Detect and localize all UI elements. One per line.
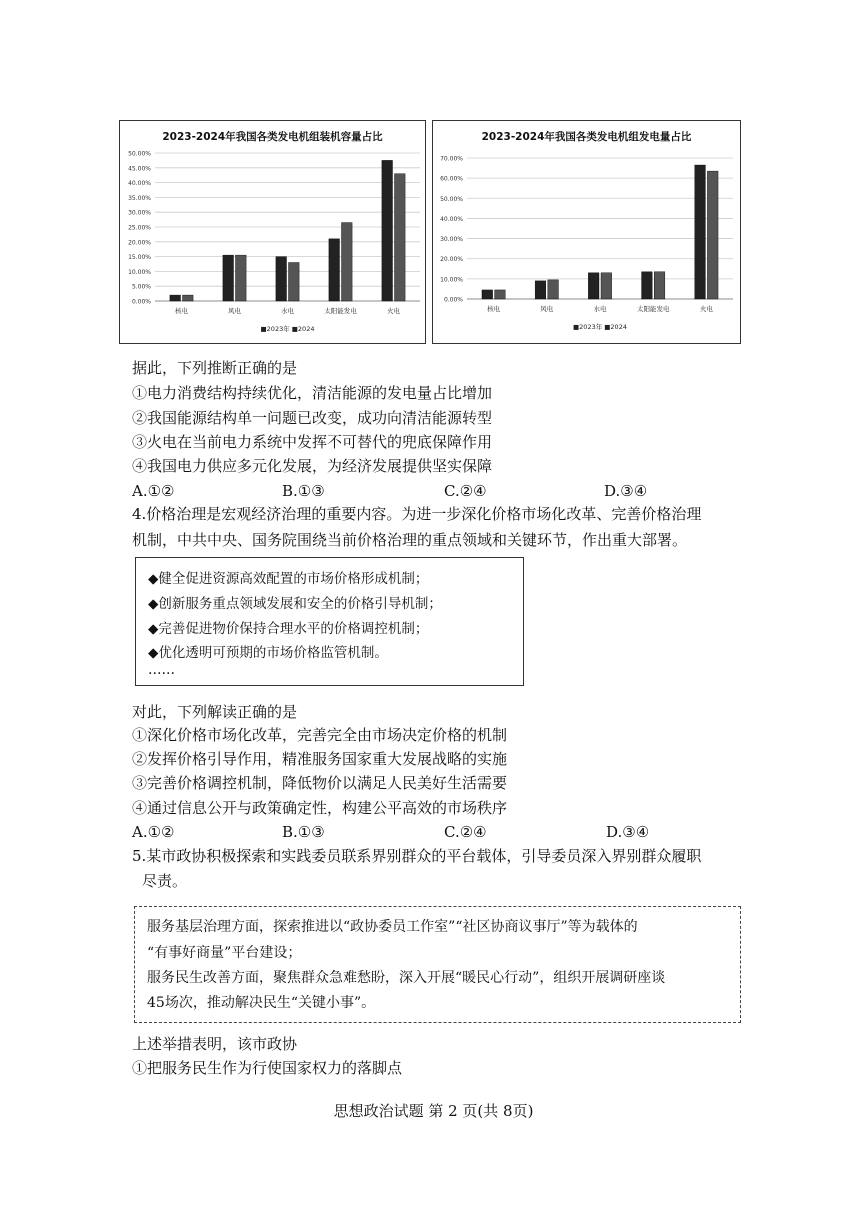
- policy-item: ◆完善促进物价保持合理水平的价格调控机制；: [148, 621, 429, 637]
- q4-item-1: ①深化价格市场化改革，完善完全由市场决定价格的机制: [132, 726, 508, 744]
- option-b[interactable]: B.①③: [282, 823, 325, 841]
- chart-title: 2023-2024年我国各类发电机组装机容量占比: [162, 131, 383, 143]
- bar: [535, 281, 546, 299]
- q4-question: 对此，下列解读正确的是: [132, 703, 298, 721]
- bar: [183, 295, 194, 301]
- bar: [289, 263, 300, 301]
- legend: ■2023年 ■2024: [260, 325, 315, 333]
- option-b[interactable]: B.①③: [282, 482, 325, 500]
- y-tick-label: 10.00%: [128, 268, 151, 276]
- y-tick-label: 20.00%: [440, 256, 463, 264]
- bar: [601, 273, 612, 299]
- chart-svg: [120, 121, 425, 343]
- q4-policy-box: [135, 557, 524, 686]
- option-c[interactable]: C.②④: [444, 482, 487, 500]
- bar: [548, 280, 559, 299]
- y-tick-label: 50.00%: [128, 150, 151, 158]
- q3-item-2: ②我国能源结构单一问题已改变，成功向清洁能源转型: [132, 409, 493, 427]
- legend: ■2023年 ■2024: [573, 323, 627, 331]
- chart-svg: [433, 121, 740, 343]
- bar: [495, 290, 506, 299]
- y-tick-label: 40.00%: [128, 180, 151, 188]
- x-tick-label: 风电: [540, 305, 554, 313]
- bar: [329, 239, 340, 301]
- q5-material-box: [134, 906, 741, 1023]
- material-line: 45场次，推动解决民生“关键小事”。: [147, 995, 376, 1011]
- y-tick-label: 45.00%: [128, 165, 151, 173]
- policy-item: ◆优化透明可预期的市场价格监管机制。: [148, 645, 388, 661]
- policy-ellipsis: ……: [148, 662, 175, 678]
- policy-item: ◆健全促进资源高效配置的市场价格形成机制；: [148, 571, 429, 587]
- option-a[interactable]: A.①②: [132, 823, 175, 841]
- y-tick-label: 0.00%: [131, 298, 151, 306]
- q3-item-4: ④我国电力供应多元化发展，为经济发展提供坚实保障: [132, 457, 493, 475]
- bar: [695, 165, 706, 299]
- bar: [342, 223, 353, 301]
- bar: [236, 255, 247, 301]
- y-tick-label: 10.00%: [440, 276, 463, 284]
- x-tick-label: 太阳能发电: [324, 307, 357, 315]
- y-tick-label: 25.00%: [128, 224, 151, 232]
- y-tick-label: 20.00%: [128, 239, 151, 247]
- chart-title: 2023-2024年我国各类发电机组发电量占比: [481, 131, 692, 143]
- chart-installed-capacity: [119, 120, 426, 344]
- x-tick-label: 水电: [281, 307, 294, 315]
- q5-stem-line2: 尽责。: [142, 872, 188, 890]
- x-tick-label: 核电: [487, 305, 501, 313]
- bar: [707, 171, 718, 299]
- y-tick-label: 50.00%: [440, 195, 463, 203]
- y-tick-label: 30.00%: [440, 236, 463, 244]
- q4-stem-line2: 机制，中共中央、国务院围绕当前价格治理的重点领域和关键环节，作出重大部署。: [132, 531, 688, 549]
- policy-item: ◆创新服务重点领域发展和安全的价格引导机制；: [148, 596, 442, 612]
- y-tick-label: 5.00%: [131, 283, 151, 291]
- option-c[interactable]: C.②④: [444, 823, 487, 841]
- option-a[interactable]: A.①②: [132, 482, 175, 500]
- bar: [482, 290, 493, 299]
- bar: [276, 257, 287, 301]
- y-tick-label: 70.00%: [440, 155, 463, 163]
- x-tick-label: 水电: [593, 305, 607, 313]
- y-tick-label: 15.00%: [128, 254, 151, 262]
- y-tick-label: 0.00%: [443, 296, 463, 304]
- q4-item-3: ③完善价格调控机制，降低物价以满足人民美好生活需要: [132, 774, 508, 792]
- option-d[interactable]: D.③④: [606, 823, 650, 841]
- y-tick-label: 60.00%: [440, 175, 463, 183]
- q4-stem-line1: 4.价格治理是宏观经济治理的重要内容。为进一步深化价格市场化改革、完善价格治理: [132, 505, 702, 523]
- q4-item-2: ②发挥价格引导作用，精准服务国家重大发展战略的实施: [132, 750, 508, 768]
- x-tick-label: 火电: [387, 307, 400, 315]
- bar: [642, 272, 653, 299]
- q5-item-1: ①把服务民生作为行使国家权力的落脚点: [132, 1059, 403, 1077]
- material-line: 服务民生改善方面，聚焦群众急难愁盼，深入开展“暖民心行动”，组织开展调研座谈: [147, 970, 666, 986]
- material-line: 服务基层治理方面，探索推进以“政协委员工作室”“社区协商议事厅”等为载体的: [147, 919, 638, 935]
- bar: [395, 174, 406, 301]
- y-tick-label: 30.00%: [128, 209, 151, 217]
- x-tick-label: 太阳能发电: [636, 305, 670, 313]
- chart-generation-share: [432, 120, 741, 344]
- q5-stem-line1: 5.某市政协积极探索和实践委员联系界别群众的平台载体，引导委员深入界别群众履职: [132, 847, 702, 865]
- x-tick-label: 火电: [699, 305, 713, 313]
- q3-item-1: ①电力消费结构持续优化，清洁能源的发电量占比增加: [132, 384, 493, 402]
- q4-item-4: ④通过信息公开与政策确定性，构建公平高效的市场秩序: [132, 799, 508, 817]
- x-tick-label: 核电: [175, 307, 188, 315]
- q3-item-3: ③火电在当前电力系统中发挥不可替代的兜底保障作用: [132, 433, 493, 451]
- x-tick-label: 风电: [228, 307, 241, 315]
- bar: [654, 272, 665, 299]
- y-tick-label: 40.00%: [440, 215, 463, 223]
- bar: [382, 160, 393, 301]
- y-tick-label: 35.00%: [128, 194, 151, 202]
- material-line: “有事好商量”平台建设；: [147, 945, 302, 961]
- option-d[interactable]: D.③④: [604, 482, 648, 500]
- page-footer: 思想政治试题 第 2 页(共 8页): [333, 1102, 534, 1120]
- bar: [170, 295, 181, 301]
- bar: [588, 273, 599, 299]
- q3-stem: 据此，下列推断正确的是: [132, 359, 298, 377]
- bar: [223, 255, 234, 301]
- q5-question: 上述举措表明，该市政协: [132, 1035, 298, 1053]
